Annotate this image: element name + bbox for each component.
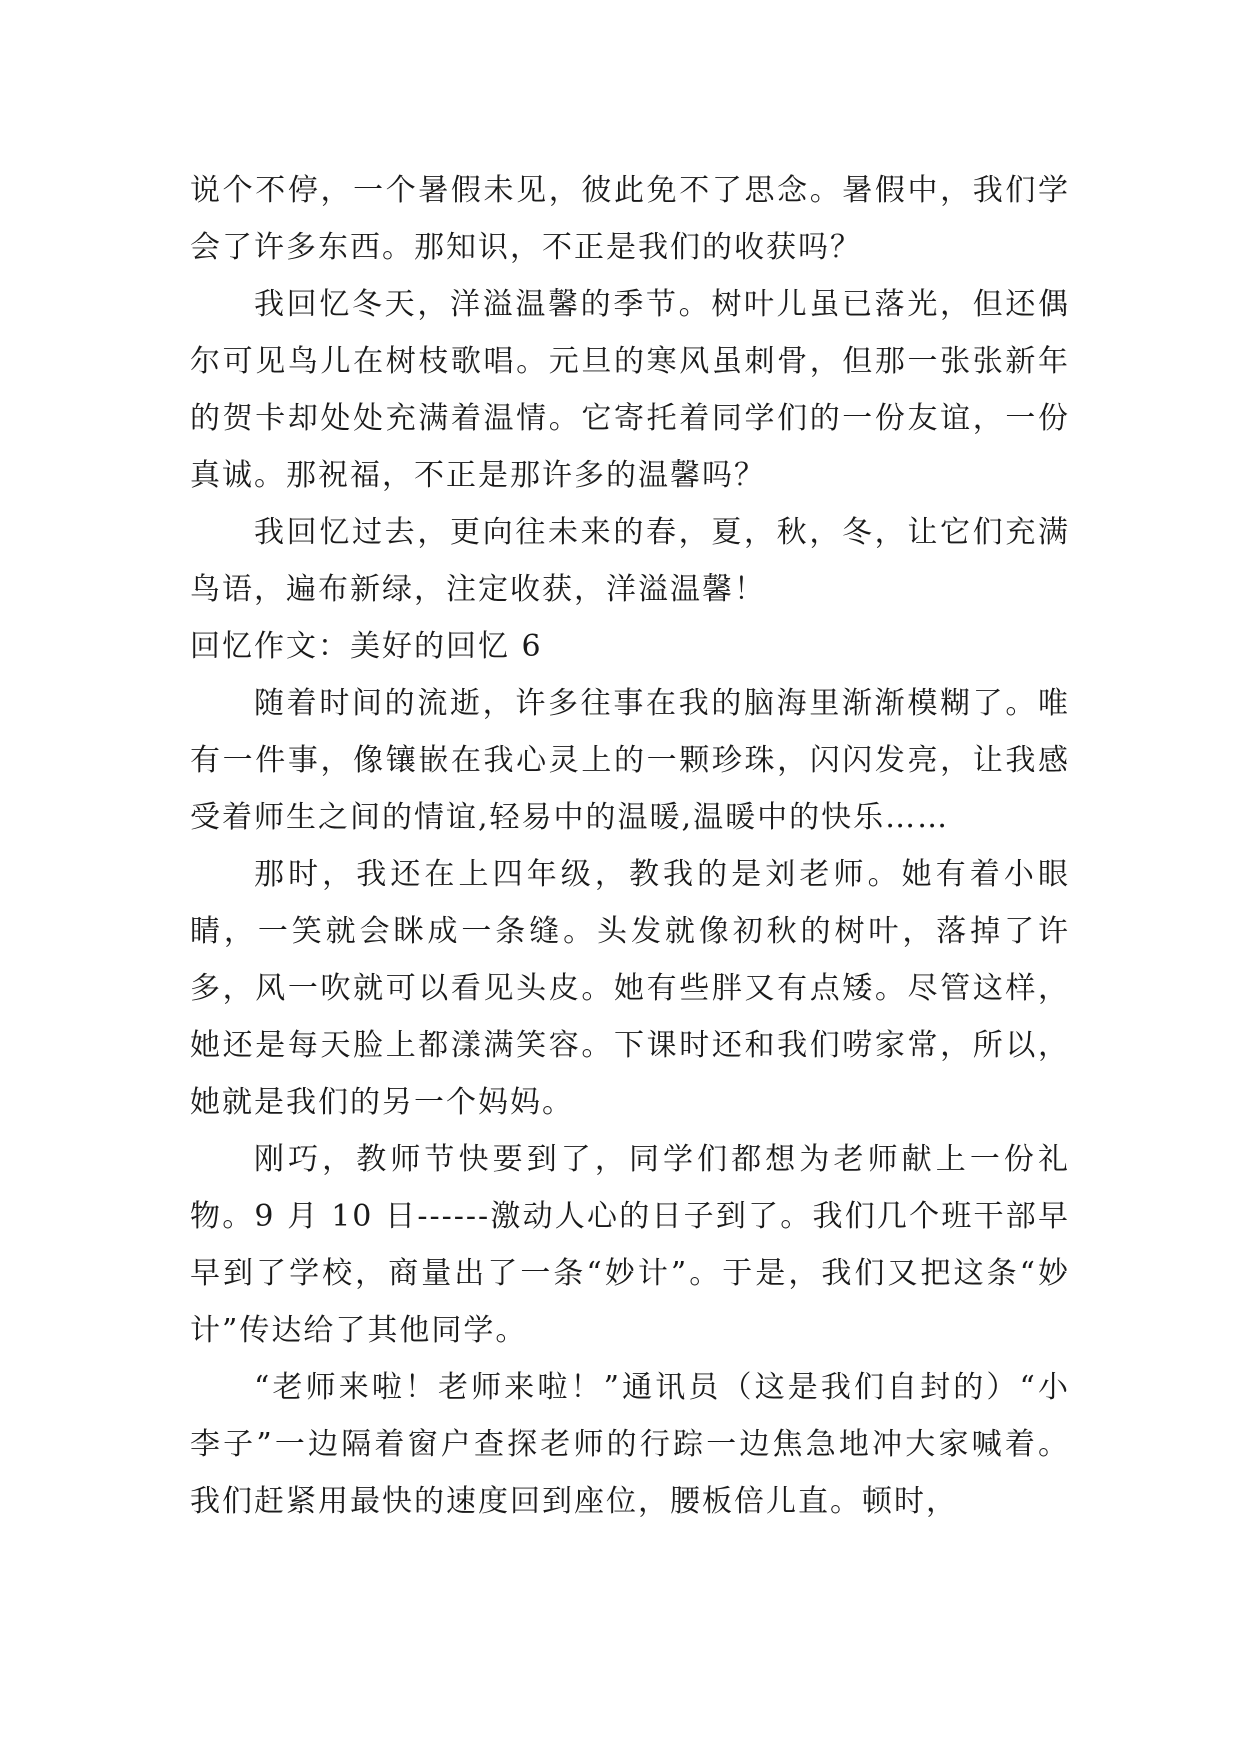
- document-body: [190, 162, 1070, 1530]
- paragraph-winter: 我回忆冬天，洋溢温馨的季节。树叶儿虽已落光，但还偶尔可见鸟儿在树枝歌唱。元旦的寒风虽刺骨，但那一张张新年的贺卡却处处充满着温情。它寄托着同学们的一份友谊，一份真诚。那祝福，不正是那许多的温馨吗？: [190, 287, 1070, 493]
- paragraph-future: 我回忆过去，更向往未来的春，夏，秋，冬，让它们充满鸟语，遍布新绿，注定收获，洋溢温馨！: [190, 515, 1070, 607]
- paragraph-teachers-day: 刚巧，教师节快要到了，同学们都想为老师献上一份礼物。9 月 10 日------激动人心的日子到了。我们几个班干部早早到了学校，商量出了一条“妙计”。于是，我们又把这条“妙计”传达给了其他同学。: [190, 1142, 1070, 1348]
- paragraph-teacher-description: 那时，我还在上四年级，教我的是刘老师。她有着小眼睛，一笑就会眯成一条缝。头发就像初秋的树叶，落掉了许多，风一吹就可以看见头皮。她有些胖又有点矮。尽管这样，她还是每天脸上都漾满笑容。下课时还和我们唠家常，所以，她就是我们的另一个妈妈。: [190, 857, 1070, 1120]
- section-heading: 回忆作文：美好的回忆 6: [190, 629, 543, 664]
- paragraph-summer-end: 说个不停，一个暑假未见，彼此免不了思念。暑假中，我们学会了许多东西。那知识，不正是我们的收获吗？: [190, 173, 1070, 265]
- paragraph-memory-intro: 随着时间的流逝，许多往事在我的脑海里渐渐模糊了。唯有一件事，像镶嵌在我心灵上的一颗珍珠，闪闪发亮，让我感受着师生之间的情谊,轻易中的温暖,温暖中的快乐……: [190, 686, 1070, 835]
- paragraph-teacher-arrives: “老师来啦！老师来啦！”通讯员（这是我们自封的）“小李子”一边隔着窗户查探老师的行踪一边焦急地冲大家喊着。我们赶紧用最快的速度回到座位，腰板倍儿直。顿时，: [190, 1370, 1070, 1519]
